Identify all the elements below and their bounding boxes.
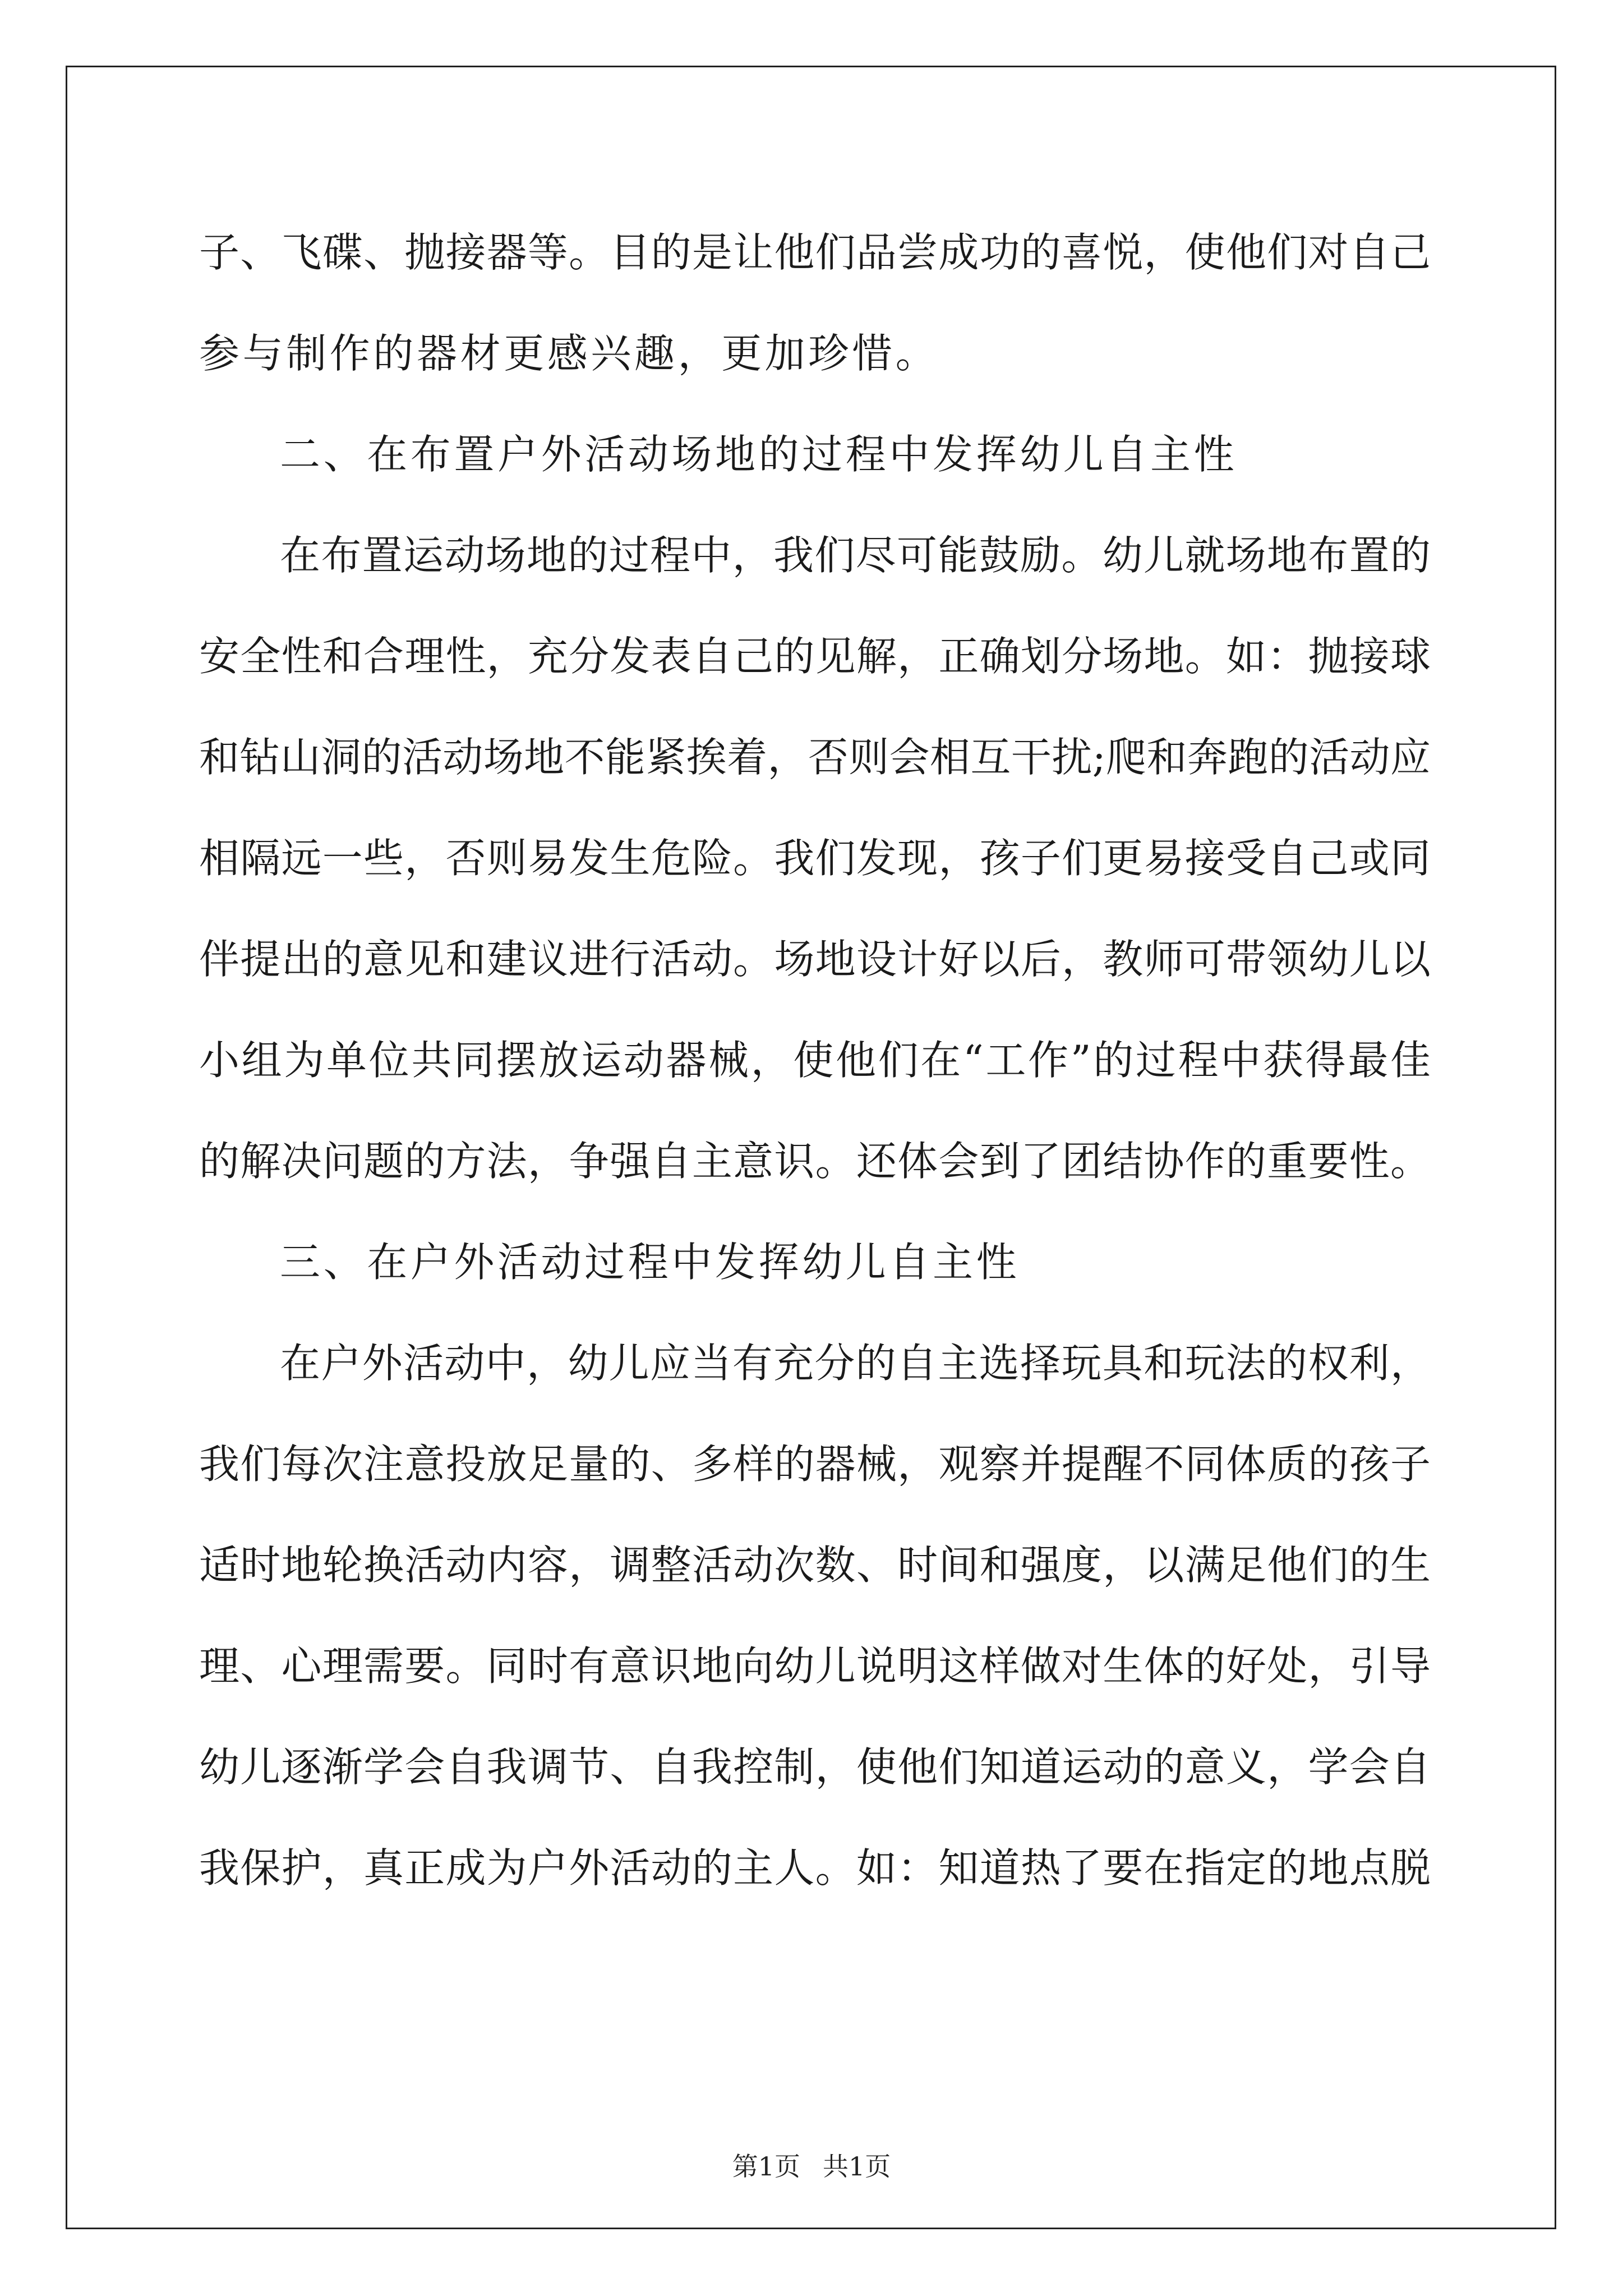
section-heading: 二、在布置户外活动场地的过程中发挥幼儿自主性: [280, 431, 1238, 478]
paragraph-line: 子、飞碟、抛接器等。目的是让他们品尝成功的喜悦，使他们对自己: [199, 229, 1431, 276]
paragraph-line: 适时地轮换活动内容，调整活动次数、时间和强度，以满足他们的生: [199, 1542, 1431, 1589]
page-total: 共1页: [823, 2151, 891, 2182]
page-number: 第1页: [732, 2151, 800, 2182]
paragraph-line: 小组为单位共同摆放运动器械，使他们在“工作”的过程中获得最佳: [199, 1037, 1431, 1084]
paragraph-line: 参与制作的器材更感兴趣，更加珍惜。: [199, 330, 939, 377]
paragraph-line: 幼儿逐渐学会自我调节、自我控制，使他们知道运动的意义，学会自: [199, 1743, 1431, 1791]
section-heading: 三、在户外活动过程中发挥幼儿自主性: [280, 1239, 1020, 1286]
paragraph-line: 和钻山洞的活动场地不能紧挨着，否则会相互干扰;爬和奔跑的活动应: [199, 734, 1431, 781]
paragraph-line: 理、心理需要。同时有意识地向幼儿说明这样做对生体的好处，引导: [199, 1642, 1431, 1690]
paragraph-line: 我保护，真正成为户外活动的主人。如：知道热了要在指定的地点脱: [199, 1844, 1431, 1892]
paragraph-line: 安全性和合理性，充分发表自己的见解，正确划分场地。如：抛接球: [199, 633, 1431, 680]
paragraph-line: 在户外活动中，幼儿应当有充分的自主选择玩具和玩法的权利，: [280, 1340, 1431, 1387]
paragraph-line: 伴提出的意见和建议进行活动。场地设计好以后，教师可带领幼儿以: [199, 936, 1431, 983]
paragraph-line: 在布置运动场地的过程中，我们尽可能鼓励。幼儿就场地布置的: [280, 532, 1431, 579]
paragraph-line: 我们每次注意投放足量的、多样的器械，观察并提醒不同体质的孩子: [199, 1441, 1431, 1488]
paragraph-line: 相隔远一些，否则易发生危险。我们发现，孩子们更易接受自己或同: [199, 835, 1431, 882]
paragraph-line: 的解决问题的方法，争强自主意识。还体会到了团结协作的重要性。: [199, 1138, 1431, 1185]
page-footer: [0, 2150, 1623, 2183]
